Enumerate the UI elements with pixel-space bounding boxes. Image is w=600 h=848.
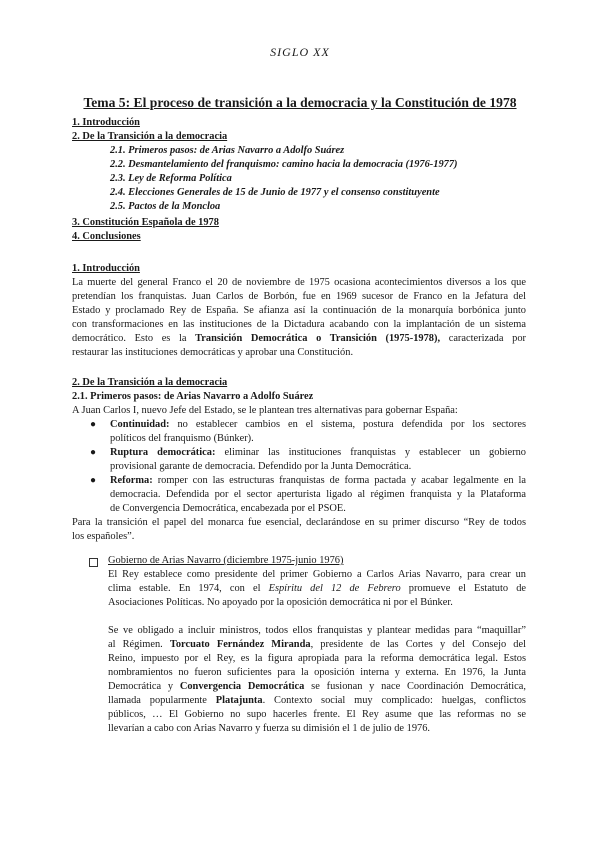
gov-text: se fusionan y nace Coordinación Democrática, (311, 681, 526, 692)
toc-subitem-2-1: 2.1. Primeros pasos: de Arias Navarro a Adolfo Suárez (110, 145, 345, 156)
gov-line: Asociaciones Políticas. No apoyado por la oposición democrática ni por el Búnker. (108, 597, 453, 608)
intro-text: caracterizada por (448, 333, 526, 344)
lead-line: A Juan Carlos I, nuevo Jefe del Estado, se le plantean tres alternativas para gobernar España: (72, 405, 458, 416)
intro-line (72, 332, 526, 345)
gov-text: . Contexto social muy complicado: huelgas, conflictos (262, 695, 526, 706)
toc-subitem-2-3: 2.3. Ley de Reforma Política (110, 173, 232, 184)
bullet-term: Ruptura democrática: (110, 447, 216, 458)
paragraph-line: los españoles”. (72, 531, 135, 542)
bullet-icon: ● (90, 447, 97, 458)
bullet-text: romper con las estructuras franquistas de forma pactada y acabar legalmente en la (157, 475, 526, 486)
gov-line: nombramientos no fueron suficientes para la oposición interna y externa. En 1976, la Junta (108, 667, 526, 678)
gov-line (108, 694, 526, 707)
bullet-line (110, 446, 526, 459)
intro-line: pretendían los franquistas. Juan Carlos de Borbón, fue en 1969 sucesor de Franco en la Jefatura del (72, 291, 526, 302)
gov-text: promueve el Estatuto de (408, 583, 527, 594)
section-heading-introduccion: 1. Introducción (72, 263, 140, 274)
toc-item-introduccion: 1. Introducción (72, 117, 140, 128)
toc-item-conclusiones: 4. Conclusiones (72, 231, 141, 242)
toc-item-transicion: 2. De la Transición a la democracia (72, 131, 228, 142)
toc-subitem-2-4: 2.4. Elecciones Generales de 15 de Junio de 1977 y el consenso constituyente (110, 187, 440, 198)
gov-text: , presidente de las Cortes y del Consejo del (310, 639, 526, 650)
gov-line (108, 680, 526, 693)
gov-line: Se ve obligado a incluir ministros, todos ellos franquistas y plantear medidas para “maquillar” (108, 625, 526, 636)
bullet-icon: ● (90, 419, 97, 430)
bullet-line (110, 418, 526, 431)
bullet-line (110, 474, 526, 487)
gov-text: llamada popularmente (108, 695, 207, 706)
intro-line: restaurar las instituciones democráticas y aprobar una Constitución. (72, 347, 354, 358)
header-title: SIGLO XX (270, 45, 330, 59)
gov-text: al Régimen. (108, 639, 163, 650)
gov-line (108, 638, 526, 651)
intro-line: La muerte del general Franco el 20 de noviembre de 1975 ocasiona acontecimientos diversos a los que (72, 277, 526, 288)
gov-text: Democrática y (108, 681, 174, 692)
gov-line: llevarían a cabo con Arias Navarro y fuerza su dimisión el 1 de julio de 1976. (108, 723, 431, 734)
gov-line (108, 582, 526, 595)
intro-line: con transformaciones en las instituciones de la Dictadura acabando con la implantación de un sistema (72, 319, 526, 330)
bullet-icon: ● (90, 475, 97, 486)
torcuato-term: Torcuato Fernández Miranda (169, 639, 311, 650)
espiritu-term: Espíritu del 12 de Febrero (268, 583, 401, 594)
bullet-line: provisional garante de democracia. Defendido por la Junta Democrática. (110, 461, 412, 472)
checkbox-icon (89, 558, 98, 567)
intro-text: democrático. Esto es la (72, 333, 187, 344)
subsection-heading-2-1: 2.1. Primeros pasos: de Arias Navarro a Adolfo Suárez (72, 391, 314, 402)
bullet-term: Reforma: (110, 475, 153, 486)
toc-subitem-2-2: 2.2. Desmantelamiento del franquismo: camino hacia la democracia (1976-1977) (110, 159, 458, 170)
platajunta-term: Platajunta (215, 695, 263, 706)
gov-text: clima estable. En 1974, con el (108, 583, 261, 594)
gov-heading: Gobierno de Arias Navarro (diciembre 1975-junio 1976) (108, 555, 344, 566)
bullet-text: no establecer cambios en el sistema, postura defendida por los sectores (177, 419, 526, 430)
convergencia-term: Convergencia Democrática (179, 681, 305, 692)
transicion-term: Transición Democrática o Transición (1975-1978), (195, 333, 441, 344)
bullet-text: eliminar las instituciones franquistas y establecer un gobierno (224, 447, 526, 458)
toc-item-constitucion: 3. Constitución Española de 1978 (72, 217, 219, 228)
gov-line: El Rey establece como presidente del primer Gobierno a Carlos Arias Navarro, para crear un (108, 569, 526, 580)
bullet-line: democracia. Defendida por el sector aperturista ligado al régimen franquista y la Plataforma (110, 489, 526, 500)
section-heading-transicion: 2. De la Transición a la democracia (72, 377, 228, 388)
intro-line: Estado y proclamado Rey de España. Se afianza así la continuación de la monarquía borbónica junto (72, 305, 526, 316)
bullet-term: Continuidad: (110, 419, 170, 430)
toc-subitem-2-5: 2.5. Pactos de la Moncloa (110, 201, 221, 212)
bullet-line: políticos del franquismo (Búnker). (110, 433, 254, 444)
gov-line: públicos, … El Gobierno no supo hacerles frente. El Rey asume que las reformas no se (108, 709, 526, 720)
gov-line: Reino, impuesto por el Rey, es la figura apropiada para la reforma democrática legal. Estos (108, 653, 526, 664)
paragraph-line: Para la transición el papel del monarca fue esencial, declarándose en su primer discurso “Rey de todos (72, 517, 526, 528)
document-title: Tema 5: El proceso de transición a la democracia y la Constitución de 1978 (83, 95, 517, 110)
bullet-line: de Convergencia Democrática, encabezada por el PSOE. (110, 503, 346, 514)
